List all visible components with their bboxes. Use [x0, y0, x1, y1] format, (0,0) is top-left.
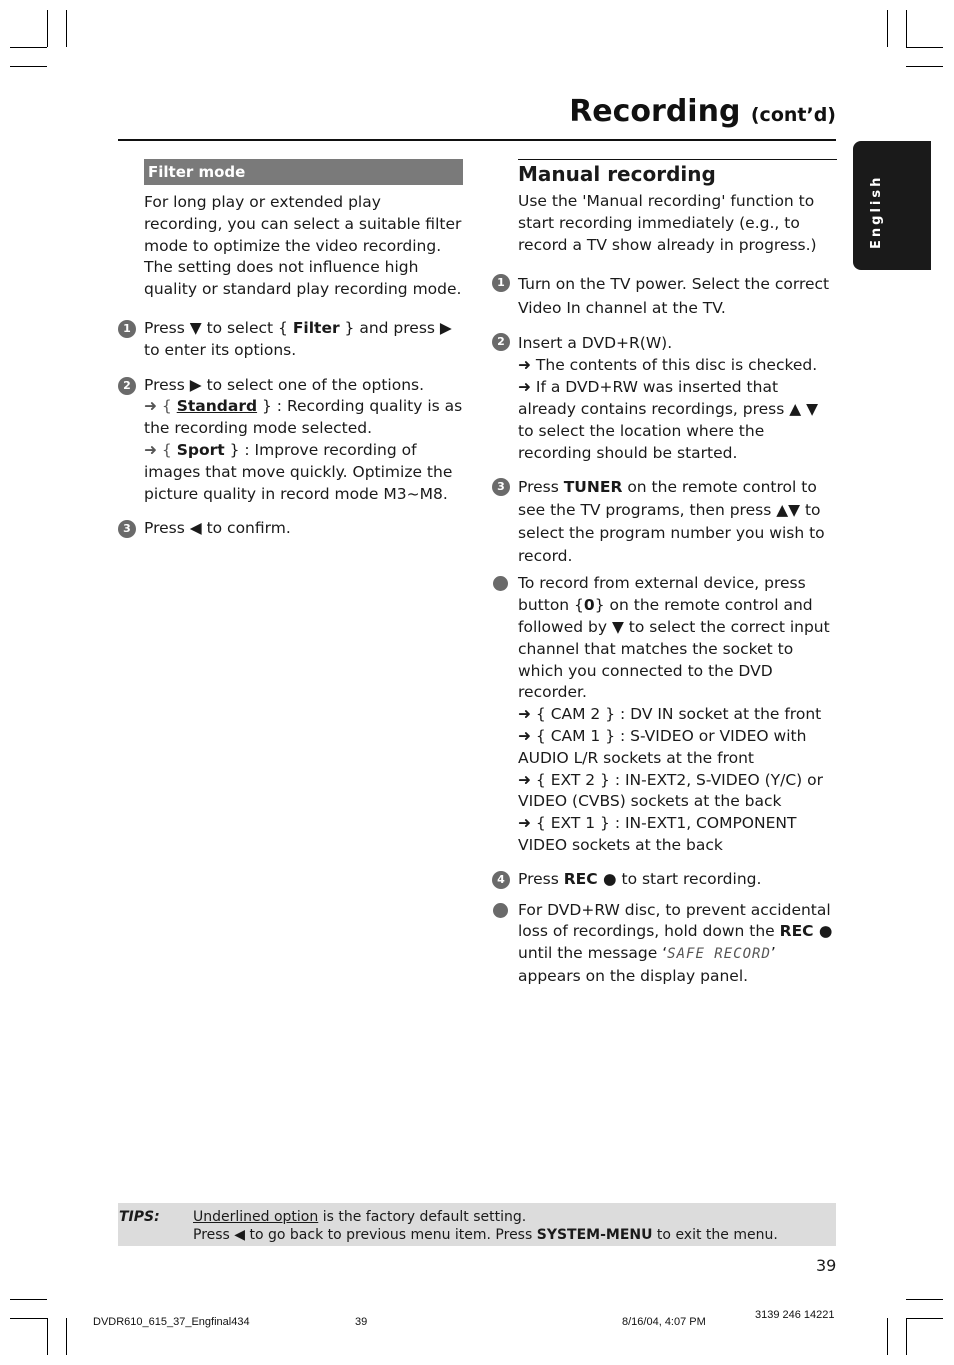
option-sport: ➜ { Sport } : Improve recording of images that move quickly. Optimize the picture quality in record mode M3~M8.	[144, 440, 453, 503]
manual-recording-header	[518, 159, 837, 187]
footer-date: 8/16/04, 4:07 PM	[622, 1316, 706, 1328]
filter-mode-title: Filter mode	[144, 159, 463, 185]
input-option-cam1: ➜ { CAM 1 } : S-VIDEO or VIDEO with AUDIO L/R sockets at the front	[518, 726, 807, 767]
manual-step-2	[492, 331, 837, 464]
step-text: Insert a DVD+R(W).	[518, 334, 673, 353]
step-note: ➜ If a DVD+RW was inserted that already contains recordings, press ▲ ▼ to select the location where the recording should be started.	[518, 378, 819, 462]
step-text: Press REC ● to start recording.	[518, 869, 762, 888]
crop-mark	[906, 66, 943, 67]
crop-mark	[66, 10, 67, 47]
manual-recording-title: Manual recording	[518, 162, 716, 186]
step-text: Press ▶ to select one of the options.	[144, 375, 425, 394]
step-number-badge: 3	[492, 478, 510, 496]
step-number-badge: 1	[118, 320, 136, 338]
option-standard: ➜ { Standard } : Recording quality is as the recording mode selected.	[144, 397, 463, 438]
bullet-text: To record from external device, press button {0} on the remote control and followed by ▼ to select the correct input channel that matches the socket to which you connected to the DVD recorder.	[518, 574, 830, 702]
step-number-badge: 2	[118, 377, 136, 395]
manual-step-1	[492, 272, 837, 320]
page-number: 39	[816, 1256, 837, 1275]
crop-mark	[906, 1318, 907, 1355]
crop-mark	[906, 1318, 943, 1319]
tips-line-2: Press ◀ to go back to previous menu item. Press SYSTEM-MENU to exit the menu.	[193, 1227, 778, 1243]
tips-line-1: Underlined option is the factory default setting.	[193, 1209, 527, 1225]
filter-step-2	[118, 375, 463, 506]
crop-mark	[10, 47, 47, 48]
crop-mark	[10, 66, 47, 67]
bullet-text: For DVD+RW disc, to prevent accidental loss of recordings, hold down the REC ● until the message ‘SAFE RECORD’ appears on the display panel.	[518, 900, 833, 985]
bullet-dot	[493, 576, 508, 591]
step-number-badge: 4	[492, 871, 510, 889]
crop-mark	[10, 1318, 47, 1319]
input-option-ext1: ➜ { EXT 1 } : IN-EXT1, COMPONENT VIDEO sockets at the back	[518, 814, 797, 854]
manual-step-4	[492, 869, 837, 891]
filter-mode-section	[118, 159, 463, 540]
language-tab-label: English	[869, 174, 884, 249]
crop-mark	[10, 1299, 47, 1300]
step-note: ➜ The contents of this disc is checked.	[518, 356, 818, 375]
crop-mark	[906, 47, 943, 48]
crop-mark	[906, 1299, 943, 1300]
crop-mark	[887, 10, 888, 47]
crop-mark	[47, 1318, 48, 1355]
language-tab	[853, 141, 931, 270]
footer-page: 39	[355, 1316, 368, 1328]
step-text: Turn on the TV power. Select the correct Video In channel at the TV.	[518, 275, 830, 318]
crop-mark	[887, 1318, 888, 1355]
input-option-cam2: ➜ { CAM 2 } : DV IN socket at the front	[518, 705, 822, 724]
page-subtitle: (cont’d)	[750, 104, 836, 126]
step-number-badge: 1	[492, 274, 510, 292]
footer-code: 3139 246 14221	[755, 1309, 835, 1321]
step-number-badge: 3	[118, 520, 136, 538]
step-text: Press ▼ to select { Filter } and press ▶ to enter its options.	[144, 318, 452, 359]
manual-step-3	[492, 476, 837, 568]
step-text: Press ◀ to confirm.	[144, 519, 291, 538]
display-message: SAFE RECORD	[667, 946, 771, 963]
filter-step-3	[118, 518, 463, 540]
filter-step-1	[118, 318, 463, 362]
crop-mark	[66, 1318, 67, 1355]
input-option-ext2: ➜ { EXT 2 } : IN-EXT2, S-VIDEO (Y/C) or VIDEO (CVBS) sockets at the back	[518, 770, 823, 811]
external-device-note	[492, 573, 837, 856]
filter-mode-intro: For long play or extended play recording, you can select a suitable filter mode to optimize the video recording. The setting does not influence high quality or standard play recording mode.	[144, 193, 462, 299]
safe-record-note	[492, 900, 837, 988]
bullet-dot	[493, 903, 508, 918]
crop-mark	[906, 10, 907, 47]
manual-recording-intro: Use the 'Manual recording' function to start recording immediately (e.g., to record a TV show already in progress.)	[518, 192, 817, 254]
crop-mark	[47, 10, 48, 47]
tips-text	[193, 1208, 778, 1244]
manual-recording-section	[492, 159, 837, 988]
step-text: Press TUNER on the remote control to see the TV programs, then press ▲▼ to select the program number you wish to record.	[518, 478, 825, 566]
page-title: Recording (cont’d)	[569, 94, 836, 129]
tips-box	[118, 1203, 836, 1246]
tips-label: TIPS:	[119, 1209, 160, 1225]
footer-filename: DVDR610_615_37_Engfinal434	[93, 1316, 250, 1328]
step-number-badge: 2	[492, 333, 510, 351]
header-rule	[118, 139, 836, 141]
